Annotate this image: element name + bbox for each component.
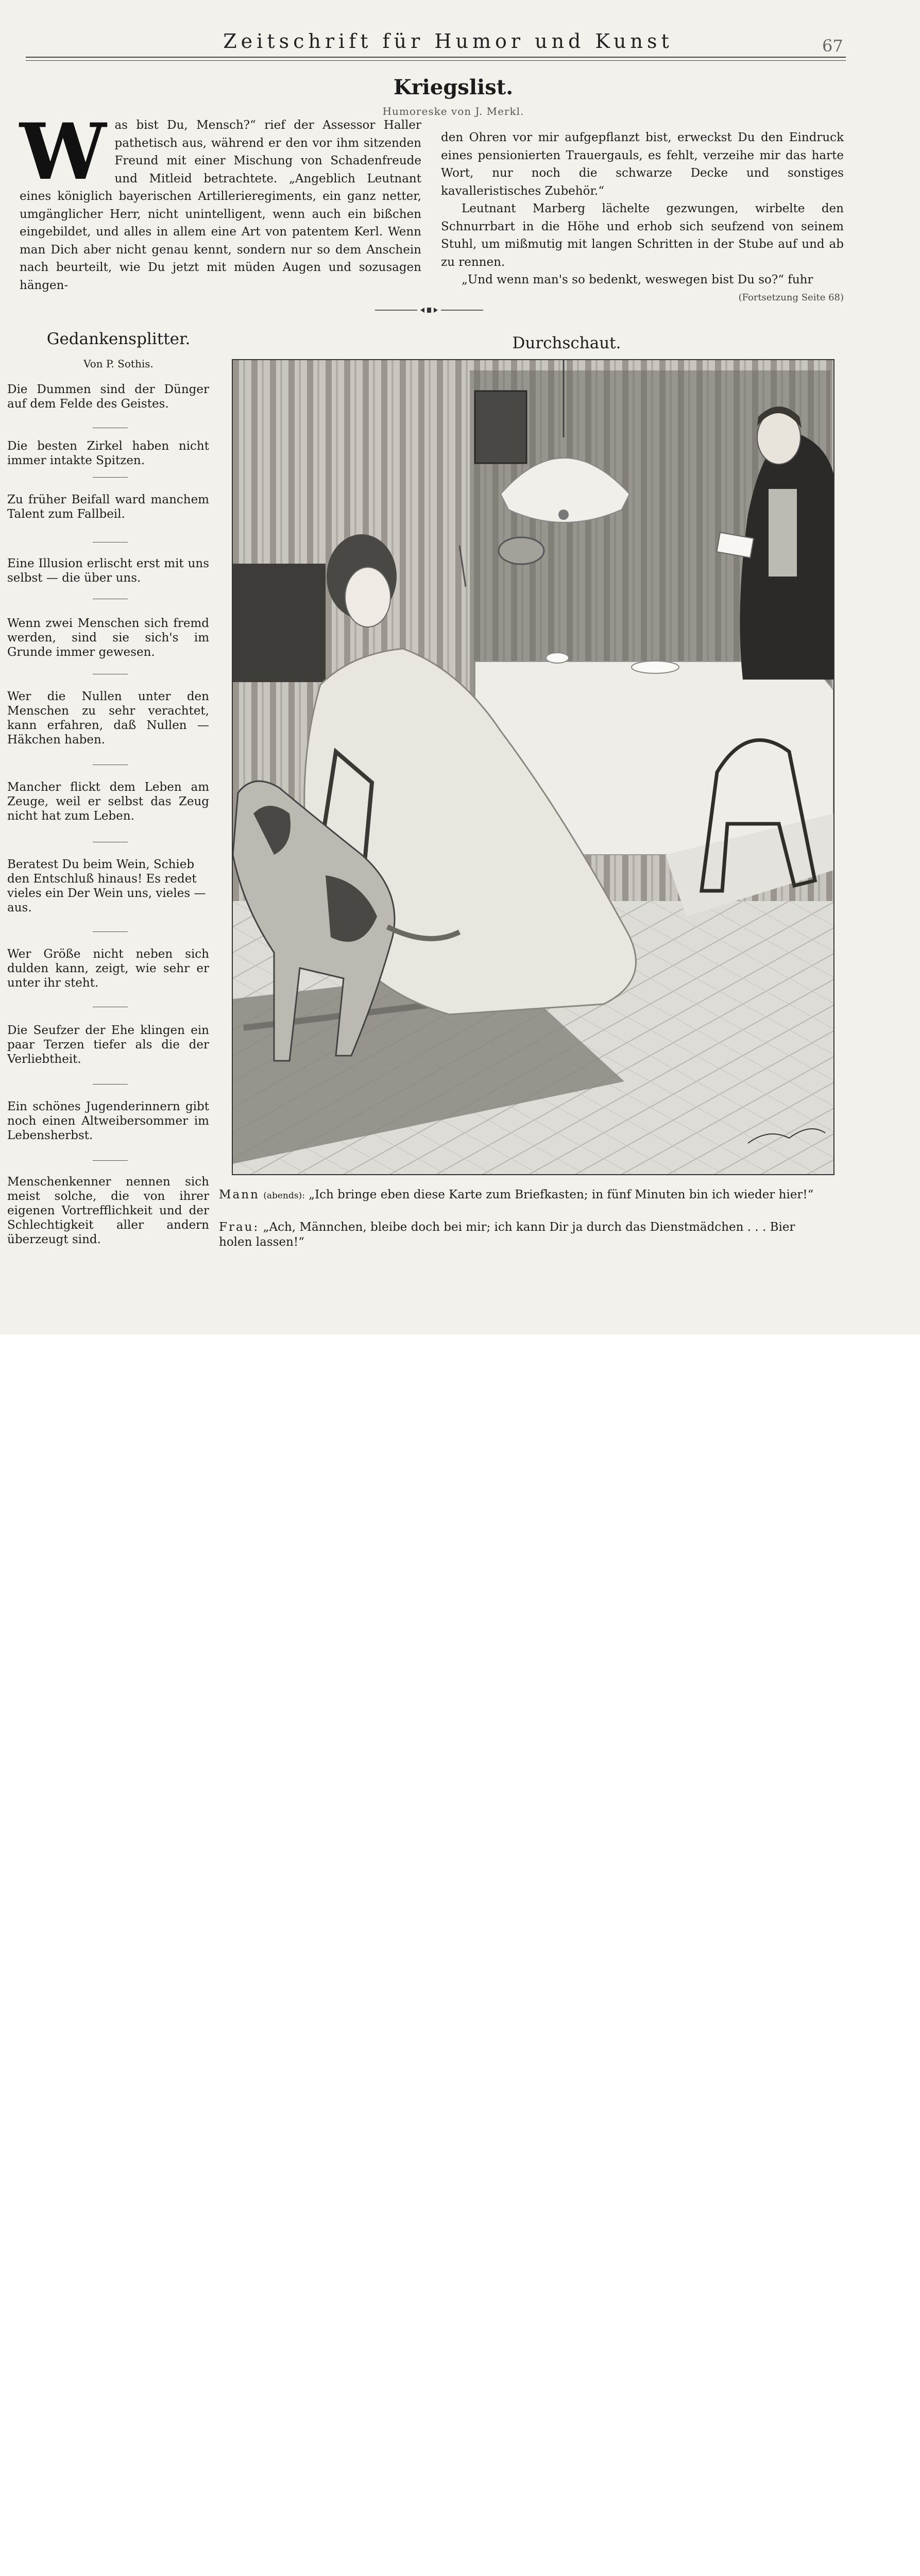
aphorism-separator	[93, 542, 128, 543]
aphorism-item: Die Seufzer der Ehe klingen ein paar Terzen tiefer als die der Verliebtheit.	[7, 1024, 209, 1066]
aphorisms-author: Von P. Sothis.	[83, 358, 154, 370]
caption-line-man	[219, 1188, 827, 1204]
caption-text: „Ich bringe eben diese Karte zum Briefkasten; in fünf Minuten bin ich wieder hier!“	[309, 1188, 814, 1201]
aphorism-item: Wenn zwei Menschen sich fremd werden, sind sie sich's im Grunde immer gewesen.	[7, 617, 209, 659]
aphorism-item: Menschenkenner nennen sich meist solche, die von ihrer eigenen Vortrefflichkeit und der Schlechtigkeit aller andern überzeugt sind.	[7, 1175, 209, 1246]
aphorism-separator	[93, 931, 128, 932]
viewer-footer	[0, 1334, 920, 1399]
aphorism-item: Die Dummen sind der Dünger auf dem Felde des Geistes.	[7, 383, 209, 411]
story-paragraph: „Und wenn man's so bedenkt, weswegen bist Du so?“ fuhr	[462, 273, 813, 286]
caption-aside: (abends):	[263, 1191, 305, 1201]
caption-text: „Ach, Männchen, bleibe doch bei mir; ich kann Dir ja durch das Dienstmädchen . . . Bier holen lassen!“	[219, 1221, 795, 1249]
illustration-title: Durchschaut.	[512, 334, 621, 352]
aphorism-item: Beratest Du beim Wein, Schieb den Entschluß hinaus! Es redet vieles ein Der Wein uns, vieles — aus.	[7, 858, 206, 914]
aphorism-item: Mancher flickt dem Leben am Zeuge, weil er selbst das Zeug nicht hat zum Leben.	[7, 781, 209, 823]
plate	[632, 661, 679, 673]
ornament-divider	[375, 305, 483, 315]
story-paragraph: as bist Du, Mensch?“ rief der Assessor Haller pathetisch aus, während er den vor ihm sitzenden Freund mit einer Mischung von Schadenfreude und Mitleid betrachtete. „Angeblich Leutnant eines königlich bayerischen Artillerieregiments, ein ganz netter, umgänglicher Herr, nicht unintelligent, wenn auch ein bißchen eingebildet, und alles in allem eine Art von patentem Kerl. Wenn man Dich aber nicht genau kennt, sondern nur so dem Anschein nach beurteilt, wie Du jetzt mit müden Augen und sozusagen hängen-	[20, 118, 421, 292]
aphorism-item: Eine Illusion erlischt erst mit uns selbst — die über uns.	[7, 557, 209, 585]
caption-speaker: Frau:	[219, 1221, 260, 1234]
illustration-artwork	[233, 360, 833, 1174]
aphorism-item: Zu früher Beifall ward manchem Talent zum Fallbeil.	[7, 493, 209, 521]
aphorism-separator	[93, 477, 128, 478]
framed-picture	[475, 391, 526, 463]
waistcoat	[769, 489, 797, 577]
header-rule-thick	[26, 57, 846, 58]
aphorism-item: Die besten Zirkel haben nicht immer intakte Spitzen.	[7, 439, 209, 467]
caption-line-woman	[219, 1220, 827, 1250]
aphorisms-title: Gedankensplitter.	[46, 330, 191, 348]
story-paragraph: den Ohren vor mir aufgepflanzt bist, erweckst Du den Eindruck eines pensionierten Trauergauls, es fehlt, verzeihe mir das harte Wort, nur noch die schwarze Decke und sonstiges kavalleristisches Zubehör.“	[441, 131, 844, 198]
caption-speaker: Mann	[219, 1188, 260, 1201]
teacup	[546, 653, 569, 663]
aphorism-item: Wer Größe nicht neben sich dulden kann, zeigt, wie sehr er unter ihr steht.	[7, 947, 209, 990]
story-column-right	[441, 129, 844, 307]
woman-head	[345, 567, 390, 627]
wall-plate	[499, 537, 544, 564]
drop-cap: W	[20, 107, 107, 197]
illustration	[232, 359, 834, 1175]
page-number: 67	[822, 36, 843, 56]
continuation-note: (Fortsetzung Seite 68)	[738, 292, 844, 303]
story-paragraph: Leutnant Marberg lächelte gezwungen, wirbelte den Schnurrbart in die Höhe und erhob sich seufzend von seinem Stuhl, um mißmutig mit langen Schritten in der Stube auf und ab zu rennen.	[441, 202, 844, 269]
piano	[233, 564, 326, 682]
aphorism-item: Ein schönes Jugenderinnern gibt noch einen Altweibersommer im Lebensherbst.	[7, 1100, 209, 1142]
header-rule-thin	[26, 60, 846, 61]
running-title: Zeitschrift für Humor und Kunst	[223, 30, 673, 53]
aphorism-separator	[93, 1160, 128, 1161]
story-byline: Humoreske von J. Merkl.	[382, 105, 524, 117]
aphorism-item: Wer die Nullen unter den Menschen zu sehr verachtet, kann erfahren, daß Nullen — Häkchen haben.	[7, 690, 209, 747]
story-title: Kriegslist.	[393, 75, 514, 99]
story-column-left	[20, 107, 421, 294]
